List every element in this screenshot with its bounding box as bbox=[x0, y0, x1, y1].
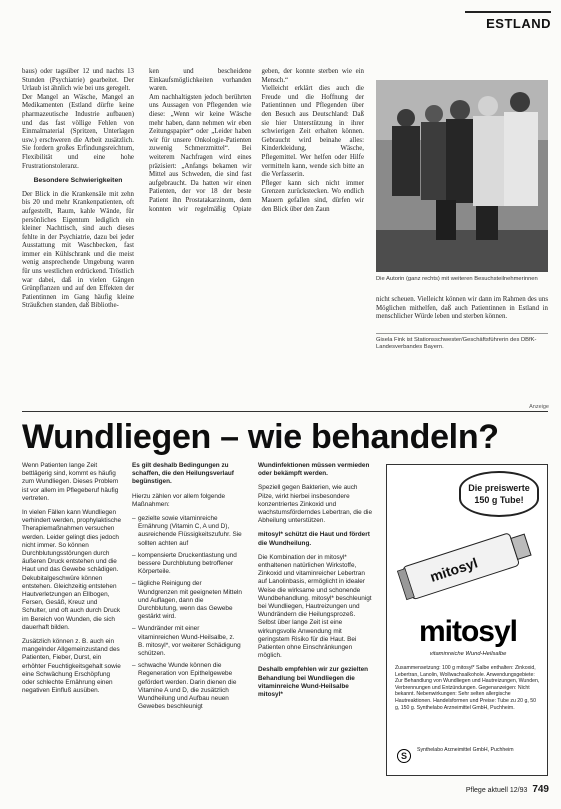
article-paragraph: Am nachhaltigsten jedoch berührten uns Aussagen von Pflegenden wie diese: „Wenn wir keine Wäsche mehr haben, dann nehmen wir eben Zeitungspapier“ oder „Leider haben wir für unsere Onkologie-Patienten zuwenig Schmerzmittel“. Bei weiterem Nachfragen wird eines präzisiert: „Anfangs bekamen wir Mittel aus Schweden, die sind fast aufgebraucht. Da hatten wir einen Patienten, der vor 18 der beste Patient ihn Prostatakarzinom, dem konnten wir regelmäßig Opiate geben, der konnte sterben wie ein Mensch.“ bbox=[149, 68, 364, 213]
brand-tagline: vitaminreiche Wund-Heilsalbe bbox=[429, 651, 507, 657]
seal-line-2: 150 g Tube! bbox=[474, 495, 524, 505]
ad-subheading: Es gilt deshalb Bedingungen zu schaffen, die den Heilungsverlauf begünstigen. bbox=[132, 462, 234, 486]
photo-illustration bbox=[376, 80, 548, 272]
ad-label: Anzeige bbox=[529, 404, 549, 410]
photo-caption: Die Autorin (ganz rechts) mit weiteren Besuchsteilnehmerinnen bbox=[376, 276, 538, 282]
ointment-tube-icon bbox=[393, 523, 543, 607]
ad-paragraph: Speziell gegen Bakterien, wie auch Pilze, wirkt hierbei insbesondere konzentriertes Zinkoxid und wachstumsförderndes Lebertran, die die Abheilung unterstützen. bbox=[258, 484, 373, 525]
manufacturer-name: Synthelabo Arzneimittel GmbH, Puchheim bbox=[417, 747, 514, 753]
ad-subheading: mitosyl* schützt die Haut und fördert die Wundheilung. bbox=[258, 531, 370, 547]
group-photo bbox=[376, 80, 548, 272]
section-label: ESTLAND bbox=[465, 11, 551, 33]
article-column-3 bbox=[376, 296, 548, 322]
article-paragraph: Pfleger kann sich nicht immer Grenzen zurückstecken. Wo endlich Mauern gefallen sind, dürfen wir den Blick über den Zaun bbox=[261, 179, 364, 213]
list-item: – kompensierte Druckentlastung und bessere Durchblutung betroffener Körperteile. bbox=[132, 552, 242, 577]
author-note: Gisela Fink ist Stationsschwester/Geschäftsführerin des DBfK-Landesverbandes Bayern. bbox=[376, 333, 548, 351]
page-number: 749 bbox=[532, 784, 549, 795]
ad-column-1 bbox=[22, 462, 122, 701]
ad-paragraph: Die Kombination der in mitosyl* enthaltenen natürlichen Wirkstoffe, Zinkoxid und vitaminreicher Lebertran auf Lanolinbasis, ermöglicht in idealer Weise die wirksame und schonende Wundbehandlung. mitosyl* beschleunigt bei Wundliegen, Hautreizungen und Wundrändern die Heilungsprozeß. Selbst über lange Zeit ist eine wirkungsvolle Anwendung mit geringstem Risiko für die Haut. Bei Patienten ohne Einschränkungen möglich. bbox=[258, 553, 372, 660]
list-item: – schwache Wunde können die Regeneration von Epithelgewebe gefördert werden. Darin dienen die Vitamine A und D, die zusätzlich Wundheilung und Aufbau neuen Gewebes beschleunigt bbox=[132, 662, 242, 711]
article-paragraph: nicht scheuen. Vielleicht können wir dann im Rahmen des uns Möglichen mithelfen, daß auch Patientinnen in Estland in menschlicher Würde leben und sterben können. bbox=[376, 296, 548, 321]
article-paragraph: Der Blick in die Krankensäle mit zehn bis 20 und mehr Krankenpatienten, oft aufgestellt, Raum, kahle Wände, für persönliches Eigentum lediglich ein kleiner Nachttisch, sind auch dieses fehlte in der Psychiatrie, dazu bei jeder Ausstattung mit Waschbecken, fast immer ein Kühlschrank und die meist wenig ansprechende Umgebung waren für uns westlichen erdrückend. Tröstlich war dabei, daß in vielen Gängen Grünpflanzen und auf den Effekten der Patientinnen im Gang häufig kleine Sträußchen standen, daß Bibliothe- bbox=[22, 190, 134, 310]
ad-subheading: Deshalb empfehlen wir zur gezielten Behandlung bei Wundliegen die vitaminreiche Wund-Heilsalbe mitosyl* bbox=[258, 666, 369, 699]
product-fine-print: Zusammensetzung: 100 g mitosyl* Salbe enthalten: Zinkoxid, Lebertran, Lanolin, Wollwachsalkohole. Anwendungsgebiete: Zur Behandlung von Wundliegen und Hautreizungen, Wunden, Verbrennungen und Entzündungen. Gegenanzeigen: Nicht bekannt. Nebenwirkungen: Sehr selten allergische Hautreaktionen. Handelsformen und Preise: Tube zu 20 g, 50 g, 150 g. Synthelabo Arzneimittel GmbH, Puchheim. bbox=[395, 665, 540, 711]
ad-paragraph: Zusätzlich können z. B. auch ein mangelnder Allgemeinzustand des Patienten, Fieber, Durst, ein erhöhter Feuchtigkeitsgehalt sowie eine Schwächung Erschöpfung oder schlechte Ernährung einen negativen Einfluß ausüben. bbox=[22, 638, 121, 695]
list-item: – Wundränder mit einer vitaminreichen Wund-Heilsalbe, z. B. mitosyl*, vor weiterer Schädigung schützen. bbox=[132, 625, 242, 658]
page-folio bbox=[466, 784, 549, 795]
article-subheading: Besondere Schwierigkeiten bbox=[33, 177, 123, 185]
ad-column-3 bbox=[258, 462, 374, 705]
tube-label: mitosyl bbox=[427, 554, 480, 585]
ad-paragraph: Wenn Patienten lange Zeit bettlägerig sind, kommt es häufig zum Wundliegen. Dieses Problem ist vor allem im Pflegeberuf häufig vertreten. bbox=[22, 462, 119, 502]
ad-paragraph: Hierzu zählen vor allem folgende Maßnahmen: bbox=[132, 492, 226, 508]
article-paragraph: Der Mangel an Wäsche, Mangel an Medikamenten (Estland dürfte keine pharmazeutische Industrie aufbauen) und das fast völlige Fehlen von Einmalmaterial (Spritzen, Unterlagen usw.) erschweren die Arbeit zusätzlich. Sie fordern großes Erfindungsreichtum, Flexibilität und eine hohe Frustrationstoleranz. bbox=[22, 93, 134, 170]
article-column-1 bbox=[22, 68, 134, 338]
ad-headline: Wundliegen – wie behandeln? bbox=[22, 418, 499, 456]
article-paragraph: Vielleicht erklärt dies auch die Freude und die Hoffnung der Patientinnen und Pflegenden über den Besuch aus Deutschland: Daß sie hier Unterstützung in ihrer schwierigen Zeit erhalten können. Gebraucht wird beinahe alles: Kinderkleidung, Wäsche, Pflegemittel. Wer helfen oder Hilfe vermitteln kann, wende sich bitte an die Verfasserin. bbox=[261, 85, 364, 179]
article-paragraph: baus) oder tagsüber 12 und nachts 13 Stunden (Psychiatrie) gearbeitet. Der Urlaub ist ähnlich wie bei uns geregelt. bbox=[22, 68, 134, 93]
ad-subheading: Wundinfektionen müssen vermieden oder bekämpft werden. bbox=[258, 462, 370, 478]
ad-paragraph: In vielen Fällen kann Wundliegen verhindert werden, prophylaktische Therapiemaßnahmen versuchen werden. Leider gelingt dies jedoch nicht immer. So können Durchblutungsstörungen durch äußeren Druck entstehen und die Haut und das Gewebe schädigen. Dekubitalgeschwüre können entstehen. Gleichzeitig entstehen Hautverletzungen an Ellbogen, Fersen, Gesäß, Kreuz und Schulter, und oft auch durch Druck im Bereich von Wunden, die sich dauerhaft bilden. bbox=[22, 509, 122, 631]
seal-line-1: Die preiswerte bbox=[468, 483, 530, 493]
manufacturer-logo-icon: S bbox=[397, 749, 411, 763]
product-box bbox=[386, 464, 548, 776]
journal-name: Pflege aktuell 12/93 bbox=[465, 787, 528, 794]
article-column-2 bbox=[149, 68, 364, 338]
article-paragraph: ken und bescheidene Einkaufsmöglichkeiten vorhanden waren. bbox=[149, 68, 252, 93]
measure-list bbox=[132, 515, 242, 711]
tube-image bbox=[393, 523, 543, 607]
divider bbox=[22, 411, 548, 412]
ad-column-2 bbox=[132, 462, 242, 715]
list-item: – gezielte sowie vitaminreiche Ernährung (Vitamin C, A und D), ausreichende Flüssigkeitszufuhr. Sie sollten achten auf bbox=[132, 515, 242, 548]
price-seal bbox=[459, 471, 539, 517]
list-item: – tägliche Reinigung der Wundgrenzen mit geeigneten Mitteln und Auflagen, dann die Durchblutung, wenn das Gewebe gestärkt wird. bbox=[132, 580, 242, 621]
brand-wordmark: mitosyl bbox=[418, 615, 518, 648]
